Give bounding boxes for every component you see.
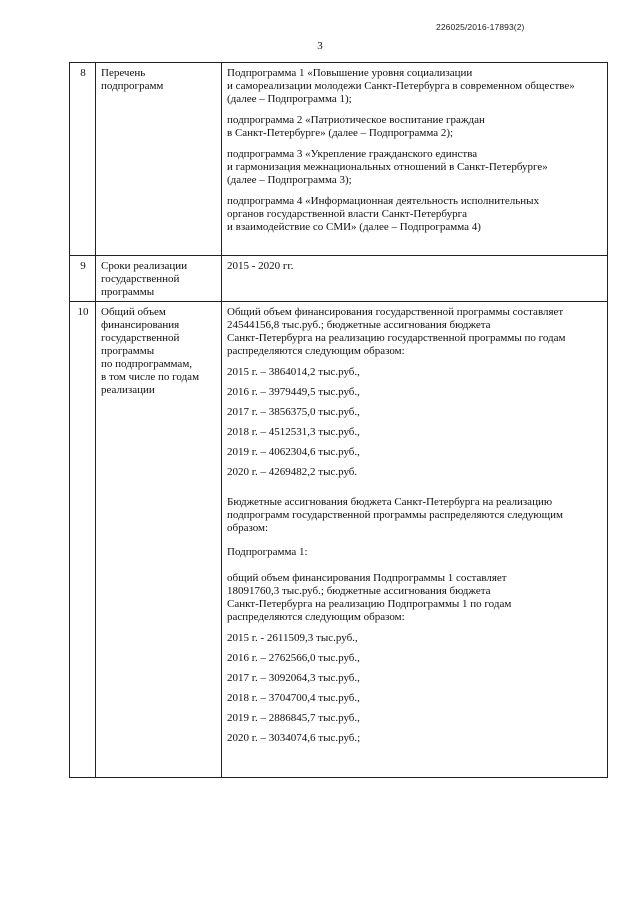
label-line: реализации bbox=[101, 384, 155, 396]
text-line: общий объем финансирования Подпрограммы 1 составляет bbox=[227, 572, 507, 584]
text-line: 18091760,3 тыс.руб.; бюджетные ассигнования бюджета bbox=[227, 585, 491, 597]
row-value bbox=[222, 256, 608, 302]
text-line: (далее – Подпрограмма 1); bbox=[227, 93, 352, 105]
label-line: подпрограмм bbox=[101, 80, 164, 92]
text-line: 24544156,8 тыс.руб.; бюджетные ассигнования бюджета bbox=[227, 319, 491, 331]
row-label bbox=[96, 63, 222, 256]
label-line: Перечень bbox=[101, 67, 146, 79]
subprogram-2-item bbox=[227, 114, 603, 140]
allocation-text bbox=[227, 496, 603, 535]
label-line: финансирования bbox=[101, 319, 180, 331]
text-line: распределяются следующим образом: bbox=[227, 345, 405, 357]
text-line: подпрограмм государственной программы распределяются следующим bbox=[227, 509, 563, 521]
year-funding-line: 2018 г. – 3704700,4 тыс.руб., bbox=[227, 692, 360, 704]
text-line: подпрограмма 4 «Информационная деятельность исполнительных bbox=[227, 195, 540, 207]
document-id: 226025/2016-17893(2) bbox=[436, 22, 525, 32]
row-label bbox=[96, 302, 222, 778]
text-line: Бюджетные ассигнования бюджета Санкт-Петербурга на реализацию bbox=[227, 496, 553, 508]
subprogram-1-item bbox=[227, 67, 603, 106]
year-funding-line: 2017 г. – 3092064,3 тыс.руб., bbox=[227, 672, 360, 684]
subprogram-1-heading: Подпрограмма 1: bbox=[227, 546, 308, 558]
year-funding-line: 2019 г. – 2886845,7 тыс.руб., bbox=[227, 712, 360, 724]
year-funding-line: 2016 г. – 3979449,5 тыс.руб., bbox=[227, 386, 360, 398]
table-row bbox=[70, 302, 608, 778]
label-line: программы bbox=[101, 345, 155, 357]
program-passport-table bbox=[69, 62, 608, 778]
year-funding-line: 2015 г. - 2611509,3 тыс.руб., bbox=[227, 632, 358, 644]
text-line: Общий объем финансирования государственной программы составляет bbox=[227, 306, 564, 318]
text-line: в Санкт-Петербурге» (далее – Подпрограмма 2); bbox=[227, 127, 454, 139]
year-funding-line: 2015 г. – 3864014,2 тыс.руб., bbox=[227, 366, 360, 378]
label-line: Общий объем bbox=[101, 306, 166, 318]
text-line: и взаимодействие со СМИ» (далее – Подпрограмма 4) bbox=[227, 221, 481, 233]
row-value bbox=[222, 63, 608, 256]
year-funding-line: 2017 г. – 3856375,0 тыс.руб., bbox=[227, 406, 360, 418]
subprogram-3-item bbox=[227, 148, 603, 187]
table-row bbox=[70, 256, 608, 302]
label-line: в том числе по годам bbox=[101, 371, 200, 383]
text-line: Подпрограмма 1 «Повышение уровня социализации bbox=[227, 67, 473, 79]
row-number: 8 bbox=[70, 63, 96, 256]
row-number: 9 bbox=[70, 256, 96, 302]
text-line: и самореализации молодежи Санкт-Петербурга в современном обществе» bbox=[227, 80, 575, 92]
label-line: Сроки реализации bbox=[101, 260, 188, 272]
year-funding-line: 2019 г. – 4062304,6 тыс.руб., bbox=[227, 446, 360, 458]
label-line: по подпрограммам, bbox=[101, 358, 193, 370]
text-line: подпрограмма 3 «Укрепление гражданского единства bbox=[227, 148, 478, 160]
year-funding-line: 2016 г. – 2762566,0 тыс.руб., bbox=[227, 652, 360, 664]
text-line: органов государственной власти Санкт-Петербурга bbox=[227, 208, 467, 220]
year-funding-line: 2020 г. – 4269482,2 тыс.руб. bbox=[227, 466, 358, 478]
text-line: образом: bbox=[227, 522, 269, 534]
table-row bbox=[70, 63, 608, 256]
text-line: Санкт-Петербурга на реализацию государственной программы по годам bbox=[227, 332, 566, 344]
page-number: 3 bbox=[317, 40, 323, 52]
text-line: Санкт-Петербурга на реализацию Подпрограммы 1 по годам bbox=[227, 598, 512, 610]
subprogram-4-item bbox=[227, 195, 603, 234]
row-label bbox=[96, 256, 222, 302]
text-line: распределяются следующим образом: bbox=[227, 611, 405, 623]
label-line: государственной bbox=[101, 273, 180, 285]
year-funding-line: 2018 г. – 4512531,3 тыс.руб., bbox=[227, 426, 360, 438]
label-line: государственной bbox=[101, 332, 180, 344]
row-number: 10 bbox=[70, 302, 96, 778]
row-value bbox=[222, 302, 608, 778]
label-line: программы bbox=[101, 286, 155, 298]
text-line: (далее – Подпрограмма 3); bbox=[227, 174, 352, 186]
text-line: и гармонизация межнациональных отношений в Санкт-Петербурге» bbox=[227, 161, 548, 173]
funding-intro bbox=[227, 306, 603, 358]
funding-by-year-list bbox=[227, 362, 603, 482]
subprogram-1-by-year-list bbox=[227, 628, 603, 748]
period-text: 2015 - 2020 гг. bbox=[227, 260, 294, 272]
year-funding-line: 2020 г. – 3034074,6 тыс.руб.; bbox=[227, 732, 361, 744]
subprogram-1-intro bbox=[227, 572, 603, 624]
text-line: подпрограмма 2 «Патриотическое воспитание граждан bbox=[227, 114, 485, 126]
